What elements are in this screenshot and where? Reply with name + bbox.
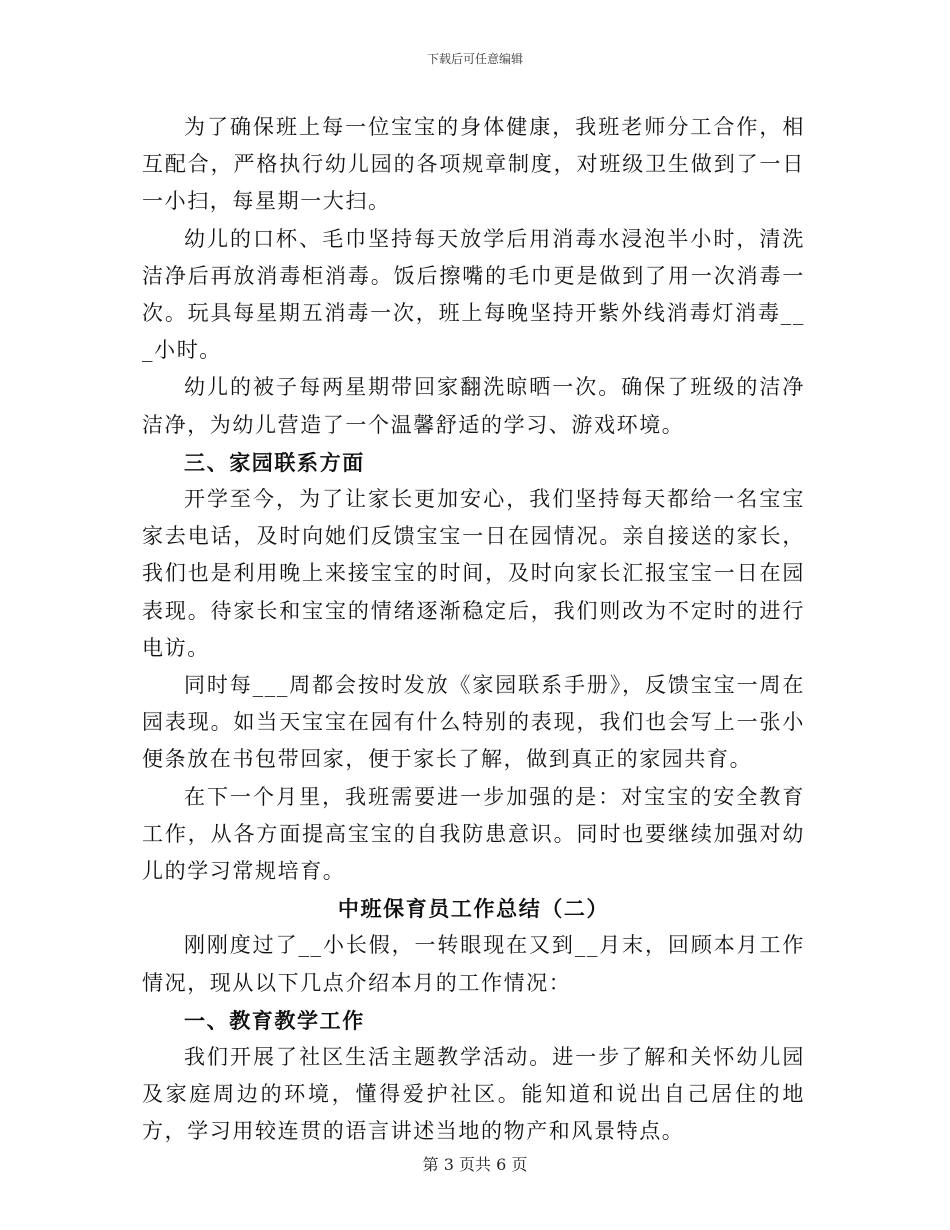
paragraph-month-review: 刚刚度过了__小长假，一转眼现在又到__月末，回顾本月工作情况，现从以下几点介绍本月的工作情况：: [142, 933, 805, 995]
page-number: 第 3 页共 6 页: [422, 1155, 528, 1174]
paragraph-community-theme: 我们开展了社区生活主题教学活动。进一步了解和关怀幼儿园及家庭周边的环境，懂得爱护社区。能知道和说出自己居住的地方，学习用较连贯的语言讲述当地的物产和风景特点。: [142, 1045, 805, 1144]
paragraph-phone-contact: 开学至今，为了让家长更加安心，我们坚持每天都给一名宝宝家去电话，及时向她们反馈宝宝一日在园情况。亲自接送的家长，我们也是利用晚上来接宝宝的时间，及时向家长汇报宝宝一日在园表现。待家长和宝宝的情绪逐渐稳定后，我们则改为不定时的进行电访。: [142, 487, 805, 660]
section-title-summary-2: 中班保育员工作总结（二）: [337, 896, 610, 922]
paragraph-contact-handbook: 同时每___周都会按时发放《家园联系手册》，反馈宝宝一周在园表现。如当天宝宝在园有什么特别的表现，我们也会写上一张小便条放在书包带回家，便于家长了解，做到真正的家园共育。: [142, 673, 805, 772]
paragraph-next-month: 在下一个月里，我班需要进一步加强的是：对宝宝的安全教育工作，从各方面提高宝宝的自我防患意识。同时也要继续加强对幼儿的学习常规培育。: [142, 784, 805, 884]
heading-teaching-work: 一、教育教学工作: [184, 1007, 365, 1033]
paragraph-disinfection: 幼儿的口杯、毛巾坚持每天放学后用消毒水浸泡半小时，清洗洁净后再放消毒柜消毒。饭后擦嘴的毛巾更是做到了用一次消毒一次。玩具每星期五消毒一次，班上每晚坚持开紫外线消毒灯消毒___小时。: [142, 226, 805, 363]
page-header-note: 下载后可任意编辑: [426, 52, 523, 66]
document-body: [142, 109, 805, 1151]
paragraph-bedding: 幼儿的被子每两星期带回家翻洗晾晒一次。确保了班级的洁净洁净，为幼儿营造了一个温馨舒适的学习、游戏环境。: [142, 375, 805, 437]
paragraph-hygiene-intro: 为了确保班上每一位宝宝的身体健康，我班老师分工合作，相互配合，严格执行幼儿园的各项规章制度，对班级卫生做到了一日一小扫，每星期一大扫。: [142, 115, 805, 214]
heading-home-school-contact: 三、家园联系方面: [184, 449, 365, 475]
